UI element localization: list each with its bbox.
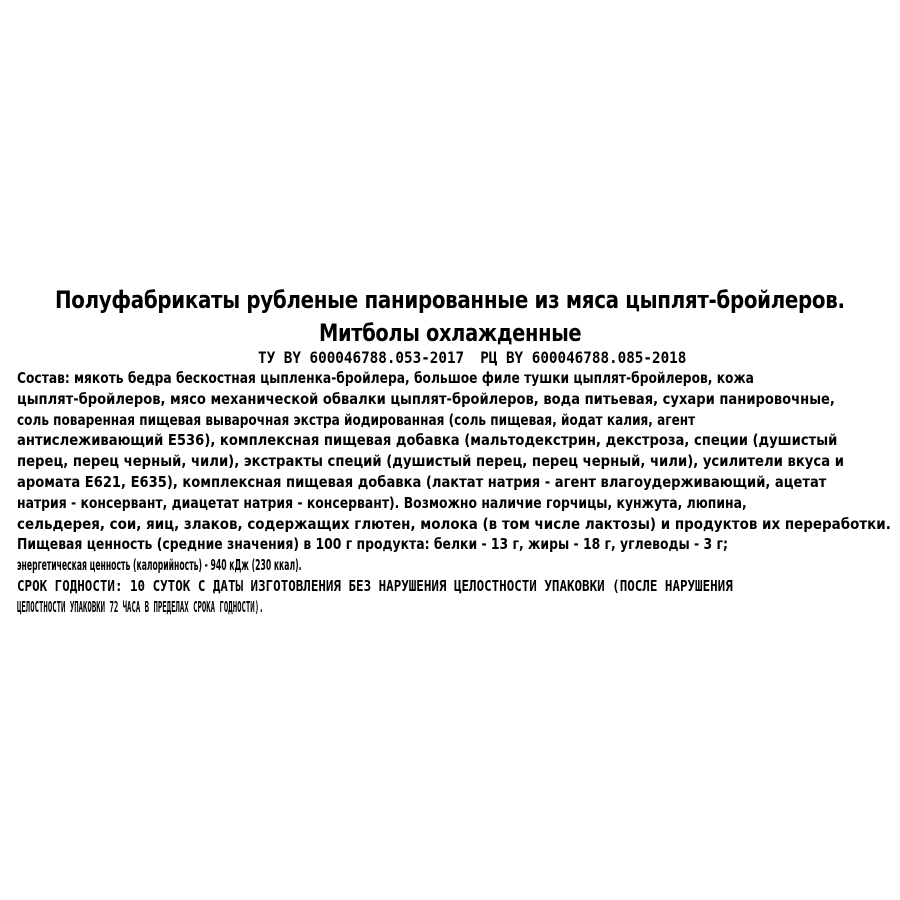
standard-rc: РЦ BY 600046788.085-2018 [480, 348, 687, 367]
composition-block [17, 368, 900, 618]
text-line: Пищевая ценность (средние значения) в 100 г продукта: белки - 13 г, жиры - 18 г, углеводы - 3 г; [17, 535, 728, 554]
shelf-life-line: СРОК ГОДНОСТИ: 10 СУТОК С ДАТЫ ИЗГОТОВЛЕНИЯ БЕЗ НАРУШЕНИЯ ЦЕЛОСТНОСТИ УПАКОВКИ (ПОСЛЕ НАРУШЕНИЯ [17, 576, 733, 595]
text-line: Состав: мякоть бедра бескостная цыпленка-бройлера, большое филе тушки цыплят-бройлеров, кожа [17, 369, 754, 387]
text-line: натрия - консервант, диацетат натрия - консервант). Возможно наличие горчицы, кунжута, люпина, [17, 493, 747, 512]
text-line: цыплят-бройлеров, мясо механической обвалки цыплят-бройлеров, вода питьевая, сухари панировочные, [17, 389, 835, 408]
product-title-line-2: Митболы охлажденные [319, 319, 582, 347]
text-line: антислеживающий Е536), комплексная пищевая добавка (мальтодекстрин, декстроза, специи (душистый [17, 431, 838, 450]
product-title-line-1: Полуфабрикаты рубленые панированные из мяса цыплят-бройлеров. [55, 286, 845, 314]
text-line: соль поваренная пищевая выварочная экстра йодированная (соль пищевая, йодат калия, агент [17, 410, 696, 429]
text-line: энергетическая ценность (калорийность) - 940 кДж (230 ккал). [17, 556, 302, 575]
shelf-life-line: ЦЕЛОСТНОСТИ УПАКОВКИ 72 ЧАСА В ПРЕДЕЛАХ СРОКА ГОДНОСТИ). [17, 597, 264, 616]
text-line: аромата Е621, Е635), комплексная пищевая добавка (лактат натрия - агент влагоудерживающий, ацетат [17, 472, 827, 491]
standard-tu: ТУ BY 600046788.053-2017 [258, 348, 465, 367]
standards-line [258, 348, 686, 368]
text-line: сельдерея, сои, яиц, злаков, содержащих глютен, молока (в том числе лактозы) и продуктов их переработки. [17, 514, 891, 533]
text-line: перец, перец черный, чили), экстракты специй (душистый перец, перец черный, чили), усилители вкуса и [17, 452, 844, 471]
